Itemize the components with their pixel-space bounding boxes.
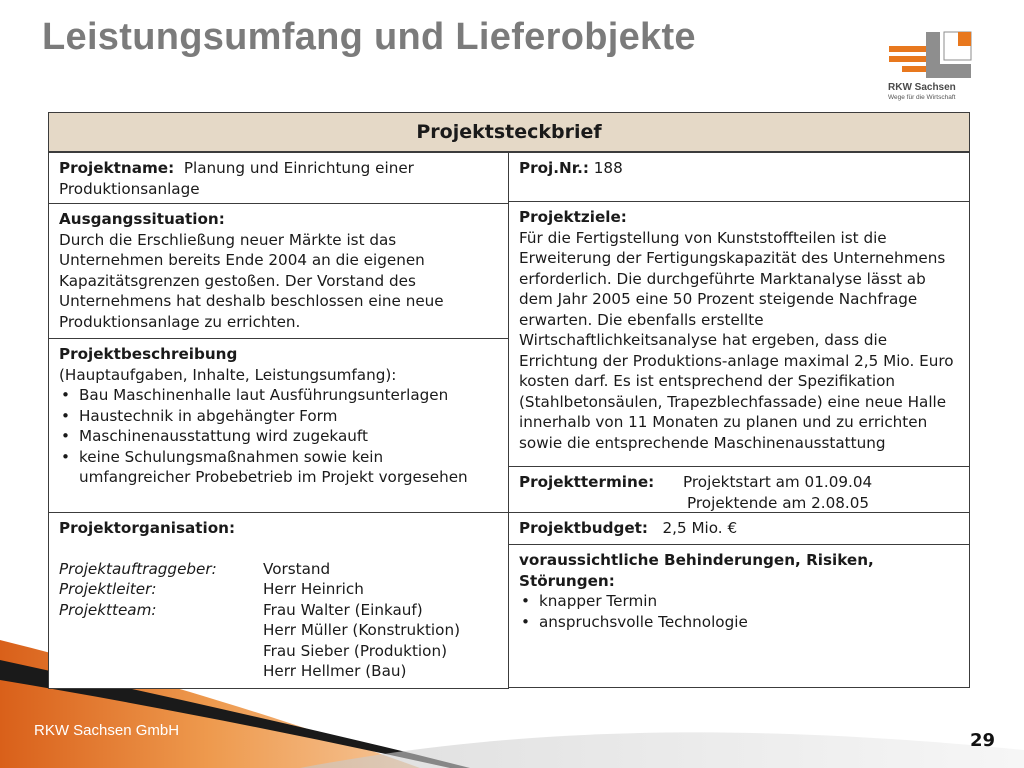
list-item: • Bau Maschinenhalle laut Ausführungsunterlagen	[59, 385, 498, 406]
projektorganisation-cell	[48, 512, 509, 689]
termine-label: Projekttermine:	[519, 473, 655, 491]
projektbeschreibung-list	[59, 385, 498, 488]
org-role: Projektauftraggeber:	[59, 559, 217, 578]
org-row-auftraggeber	[59, 559, 498, 580]
slide-title: Leistungsumfang und Lieferobjekte	[42, 16, 696, 58]
org-name: Herr Müller (Konstruktion)	[263, 621, 460, 639]
list-item: • Maschinenausstattung wird zugekauft	[59, 426, 498, 447]
projektsteckbrief-table	[48, 112, 970, 688]
projektbeschreibung-subtitle: (Hauptaufgaben, Inhalte, Leistungsumfang):	[59, 365, 397, 384]
org-row-leiter	[59, 579, 498, 600]
projektbeschreibung-label: Projektbeschreibung	[59, 345, 238, 363]
logo-text	[888, 82, 956, 101]
ausgangssituation-text: Durch die Erschließung neuer Märkte ist das Unternehmen bereits Ende 2004 an die eigenen Kapazitätsgrenzen gestoßen. Der Vorstand des Unternehmens hat deshalb beschlossen eine neue Produktionsanlage zu errichten.	[59, 230, 444, 331]
termine-start: Projektstart am 01.09.04	[683, 473, 873, 491]
projektname-cell	[48, 152, 509, 204]
projektname-label: Projektname:	[59, 159, 175, 177]
risiken-label: voraussichtliche Behinderungen, Risiken, Störungen:	[519, 551, 874, 590]
list-item: • Haustechnik in abgehängter Form	[59, 406, 498, 427]
risiken-cell	[508, 544, 970, 688]
projektziele-label: Projektziele:	[519, 208, 627, 226]
budget-value: 2,5 Mio. €	[662, 519, 738, 537]
projekttermine-cell	[508, 466, 970, 513]
projektnummer-cell	[508, 152, 970, 202]
projektziele-text: Für die Fertigstellung von Kunststoffteilen ist die Erweiterung der Fertigungskapazität des Unternehmens erforderlich. Die durchgeführte Marktanalyse lässt ab dem Jahr 2005 eine 50 Prozent steigende Nachfrage erwarten. Die ebenfalls erstellte Wirtschaftlichkeitsanalyse hat ergeben, dass die Errichtung der Produktions-anlage maximal 2,5 Mio. Euro kosten darf. Es ist entsprechend der Spezifikation (Stahlbetonsäulen, Trapezblechfassade) eine neue Halle innerhalb von 11 Monaten zu planen und zu errichten sowie die entsprechende Maschinenausstattung	[519, 228, 954, 452]
org-name: Frau Walter (Einkauf)	[263, 600, 423, 619]
org-row-team	[59, 620, 498, 641]
ausgangssituation-cell	[48, 203, 509, 339]
org-name: Frau Sieber (Produktion)	[263, 641, 447, 660]
list-item: • knapper Termin	[519, 591, 959, 612]
logo-tagline: Wege für die Wirtschaft	[888, 94, 956, 101]
org-name: Herr Hellmer (Bau)	[263, 662, 407, 680]
footer-company: RKW Sachsen GmbH	[34, 722, 180, 739]
list-item: • anspruchsvolle Technologie	[519, 612, 959, 633]
projnr-value: 188	[593, 159, 623, 177]
ausgangssituation-label: Ausgangssituation:	[59, 210, 225, 228]
projektname-value: Planung und Einrichtung einer Produktionsanlage	[59, 159, 414, 198]
org-row-team	[59, 661, 498, 682]
risiken-list	[519, 591, 959, 632]
org-role: Projektteam:	[59, 600, 157, 619]
org-name: Herr Heinrich	[263, 580, 364, 598]
budget-label: Projektbudget:	[519, 519, 648, 537]
termine-ende: Projektende am 2.08.05	[687, 493, 870, 512]
projektorganisation-label: Projektorganisation:	[59, 519, 236, 537]
org-name: Vorstand	[263, 559, 331, 578]
page-number: 29	[970, 730, 996, 751]
list-item: • keine Schulungsmaßnahmen sowie kein umfangreicher Probebetrieb im Projekt vorgesehen	[59, 447, 498, 488]
table-header: Projektsteckbrief	[48, 112, 970, 152]
logo-name: RKW Sachsen	[888, 82, 956, 93]
org-role: Projektleiter:	[59, 580, 157, 598]
projektziele-cell	[508, 201, 970, 467]
org-row-team	[59, 600, 498, 621]
org-row-team	[59, 641, 498, 662]
projnr-label: Proj.Nr.:	[519, 159, 589, 177]
termine-start-row	[519, 472, 959, 493]
projektbeschreibung-cell	[48, 338, 509, 513]
projektbudget-cell	[508, 512, 970, 545]
